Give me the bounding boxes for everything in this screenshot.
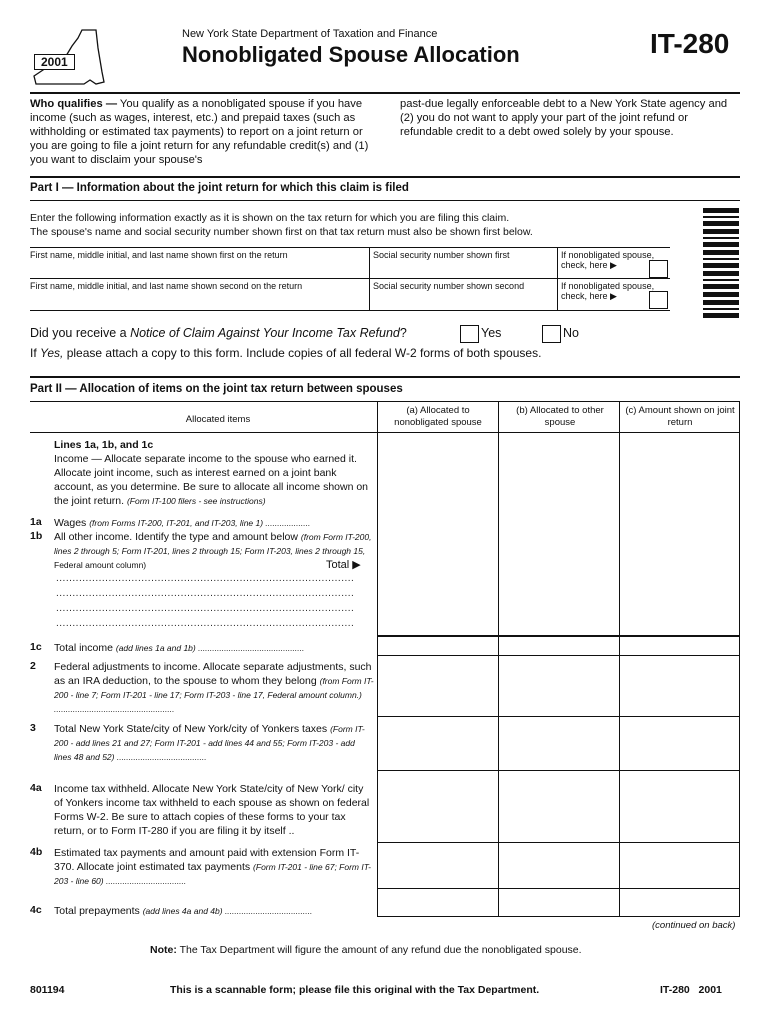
col-c-header: (c) Amount shown on joint return (625, 405, 735, 428)
row-rule (378, 916, 740, 917)
attach-instruction (30, 346, 541, 360)
line-2-text: Federal adjustments to income. Allocate separate adjustments, such as an IRA deduction, to the spouse to whom they belong (54, 661, 372, 687)
line-3-text: Total New York State/city of New York/city of Yonkers taxes (54, 723, 328, 735)
line-4b-number: 4b (30, 846, 43, 858)
col-allocated-items: Allocated items (185, 414, 251, 425)
line-2-note: (from Form IT-200 - line 7; Form IT-201 - line 17; Form IT-203 - line 17, Federal amount column.) ................................................... (54, 676, 374, 714)
line-4a-label: Income tax withheld. Allocate New York State/city of New York/ city of Yonkers income tax withheld to each spouse as shown on federal Forms W-2. Be sure to attach copies of these forms to your tax return, or to Form IT-280 if you are filing it by itself .. (54, 783, 370, 837)
notice-no-checkbox[interactable] (542, 325, 561, 343)
line-4b-text: Estimated tax payments and amount paid with extension Form IT-370. Allocate joint estimated tax payments (54, 847, 360, 873)
notice-yes-label: Yes (481, 326, 502, 340)
lines-1-intro (54, 452, 374, 508)
col-a-header: (a) Allocated to nonobligated spouse (394, 405, 482, 428)
line-4c-text: Total prepayments (54, 905, 140, 917)
line-1b-note-2: Federal amount column) (54, 560, 147, 570)
notice-question-prefix: Did you receive a (30, 326, 131, 340)
first-spouse-check-label: If nonobligated spouse, check, here ▶ (561, 250, 655, 270)
line-3-label (54, 722, 374, 764)
part1-intro-1: Enter the following information exactly as it is shown on the tax return for which you are filing this claim. (30, 212, 510, 224)
part2-heading-rule (30, 401, 740, 402)
who-qualifies-label: Who qualifies — (30, 98, 118, 110)
line-1b-entry-2[interactable]: ........................................................................................... (56, 588, 355, 599)
lines-1-intro-text: Income — Allocate separate income to the spouse who earned it. Allocate joint income, such as interest earned on a joint bank account, as you determine. Be sure to allocate all income shown on the joint return. (54, 453, 369, 507)
line-3-note: (Form IT-200 - add lines 21 and 27; Form IT-201 - add lines 44 and 55; Form IT-203 - add lines 48 and 52) ...................................... (54, 724, 365, 762)
line-1a-text: Wages (54, 517, 87, 529)
grid-rule (30, 278, 670, 279)
who-qualifies-text: You qualify as a nonobligated spouse if you have income (such as wages, interest, etc.) and prepaid taxes (such as withholding or estimated tax payments) to report on a joint return or you are going to file a joint return for any refundable credit(s) and (1) you want to disclaim your spouse's (30, 98, 369, 166)
attach-yes: Yes, (40, 346, 64, 360)
part2-top-rule (30, 376, 740, 378)
footer-form-id: IT-280 2001 (660, 984, 722, 996)
row-rule (378, 716, 740, 717)
grid-divider (557, 247, 558, 310)
lines-1-heading: Lines 1a, 1b, and 1c (54, 439, 154, 451)
line-4c-number: 4c (30, 904, 42, 916)
col-header-rule (30, 432, 740, 433)
line-1b-text: All other income. Identify the type and amount below (54, 531, 298, 543)
line-1a-number: 1a (30, 516, 42, 528)
grid-divider (369, 247, 370, 310)
attach-prefix: If (30, 346, 41, 360)
grid-rule (30, 247, 670, 248)
part1-intro-2: The spouse's name and social security number shown first on that tax return must also be shown first below. (30, 226, 533, 238)
col-b-header: (b) Allocated to other spouse (516, 405, 604, 428)
refund-note-text: The Tax Department will figure the amount of any refund due the nonobligated spouse. (176, 944, 582, 956)
line-2-number: 2 (30, 660, 36, 672)
line-1b-entry-4[interactable]: ........................................................................................... (56, 618, 355, 629)
col-divider (377, 401, 378, 917)
line-4c-note: (add lines 4a and 4b) ..................................... (142, 906, 313, 916)
row-rule (378, 888, 740, 889)
line-1b-note: (from Form IT-200, lines 2 through 5; Form IT-201, lines 2 through 15; Form IT-203, lines 2 through 15, (54, 532, 372, 556)
part1-top-rule (30, 176, 740, 178)
notice-no-label: No (563, 326, 579, 340)
form-number: IT-280 (650, 28, 730, 59)
line-4b-note: (Form IT-201 - line 67; Form IT-203 - line 60) .................................. (54, 862, 371, 886)
col-divider (498, 401, 499, 917)
who-qualifies-right: past-due legally enforceable debt to a New York State agency and (2) you do not want to apply your part of the joint refund or refundable credit to a debt owed solely by your spouse. (400, 98, 728, 138)
row-rule (378, 842, 740, 843)
attach-text: please attach a copy to this form. Include copies of all federal W-2 forms of both spouses. (63, 346, 542, 360)
scan-barcode (703, 208, 739, 338)
line-1c-label (54, 641, 374, 655)
row-rule (378, 655, 740, 656)
line-1b-number: 1b (30, 530, 43, 542)
scannable-form-notice: This is a scannable form; please file this original with the Tax Department. (170, 984, 540, 996)
notice-question-suffix: ? (399, 326, 407, 340)
agency-name: New York State Department of Taxation and Finance (182, 28, 438, 40)
line-1c-text: Total income (54, 642, 113, 654)
form-title: Nonobligated Spouse Allocation (182, 42, 520, 67)
who-qualifies-left (30, 97, 370, 167)
line-4b-label (54, 846, 374, 888)
first-spouse-nonobligated-checkbox[interactable] (649, 260, 668, 278)
line-1a-note: (from Forms IT-200, IT-201, and IT-203, line 1) ................... (89, 518, 311, 528)
col-divider (619, 401, 620, 917)
line-1c-number: 1c (30, 641, 42, 653)
header-rule (30, 92, 740, 94)
second-spouse-name-field[interactable]: First name, middle initial, and last name shown second on the return (30, 281, 303, 291)
notice-question-title: Notice of Claim Against Your Income Tax Refund (130, 326, 400, 340)
refund-note-label: Note: (150, 944, 177, 956)
line-4c-label (54, 904, 374, 918)
form-code: 801194 (30, 984, 65, 996)
line-4a-number: 4a (30, 782, 42, 794)
part2-heading: Part II — Allocation of items on the joint tax return between spouses (30, 383, 403, 395)
grid-rule (30, 310, 670, 311)
line-1b-total: Total ▶ (326, 559, 361, 571)
row-rule (378, 770, 740, 771)
row-rule (378, 635, 740, 637)
part1-heading-rule (30, 200, 740, 201)
first-spouse-name-field[interactable]: First name, middle initial, and last name shown first on the return (30, 250, 288, 260)
line-2-label (54, 660, 374, 716)
part1-heading: Part I — Information about the joint return for which this claim is filed (30, 182, 409, 194)
lines-1-intro-note: (Form IT-100 filers - see instructions) (126, 496, 266, 506)
second-spouse-ssn-field[interactable]: Social security number shown second (373, 281, 525, 291)
first-spouse-ssn-field[interactable]: Social security number shown first (373, 250, 510, 260)
second-spouse-nonobligated-checkbox[interactable] (649, 291, 668, 309)
line-1a-label (54, 516, 374, 530)
notice-question (30, 326, 407, 340)
col-divider (739, 401, 740, 917)
line-1b-entry-1[interactable]: ........................................................................................... (56, 573, 355, 584)
continued-on-back: (continued on back) (652, 920, 736, 931)
refund-note (150, 944, 582, 956)
line-3-number: 3 (30, 722, 36, 734)
line-1c-note: (add lines 1a and 1b) ............................................. (115, 643, 305, 653)
notice-yes-checkbox[interactable] (460, 325, 479, 343)
tax-year-badge: 2001 (34, 54, 75, 70)
second-spouse-check-label: If nonobligated spouse, check, here ▶ (561, 281, 655, 301)
line-1b-entry-3[interactable]: ........................................................................................... (56, 603, 355, 614)
